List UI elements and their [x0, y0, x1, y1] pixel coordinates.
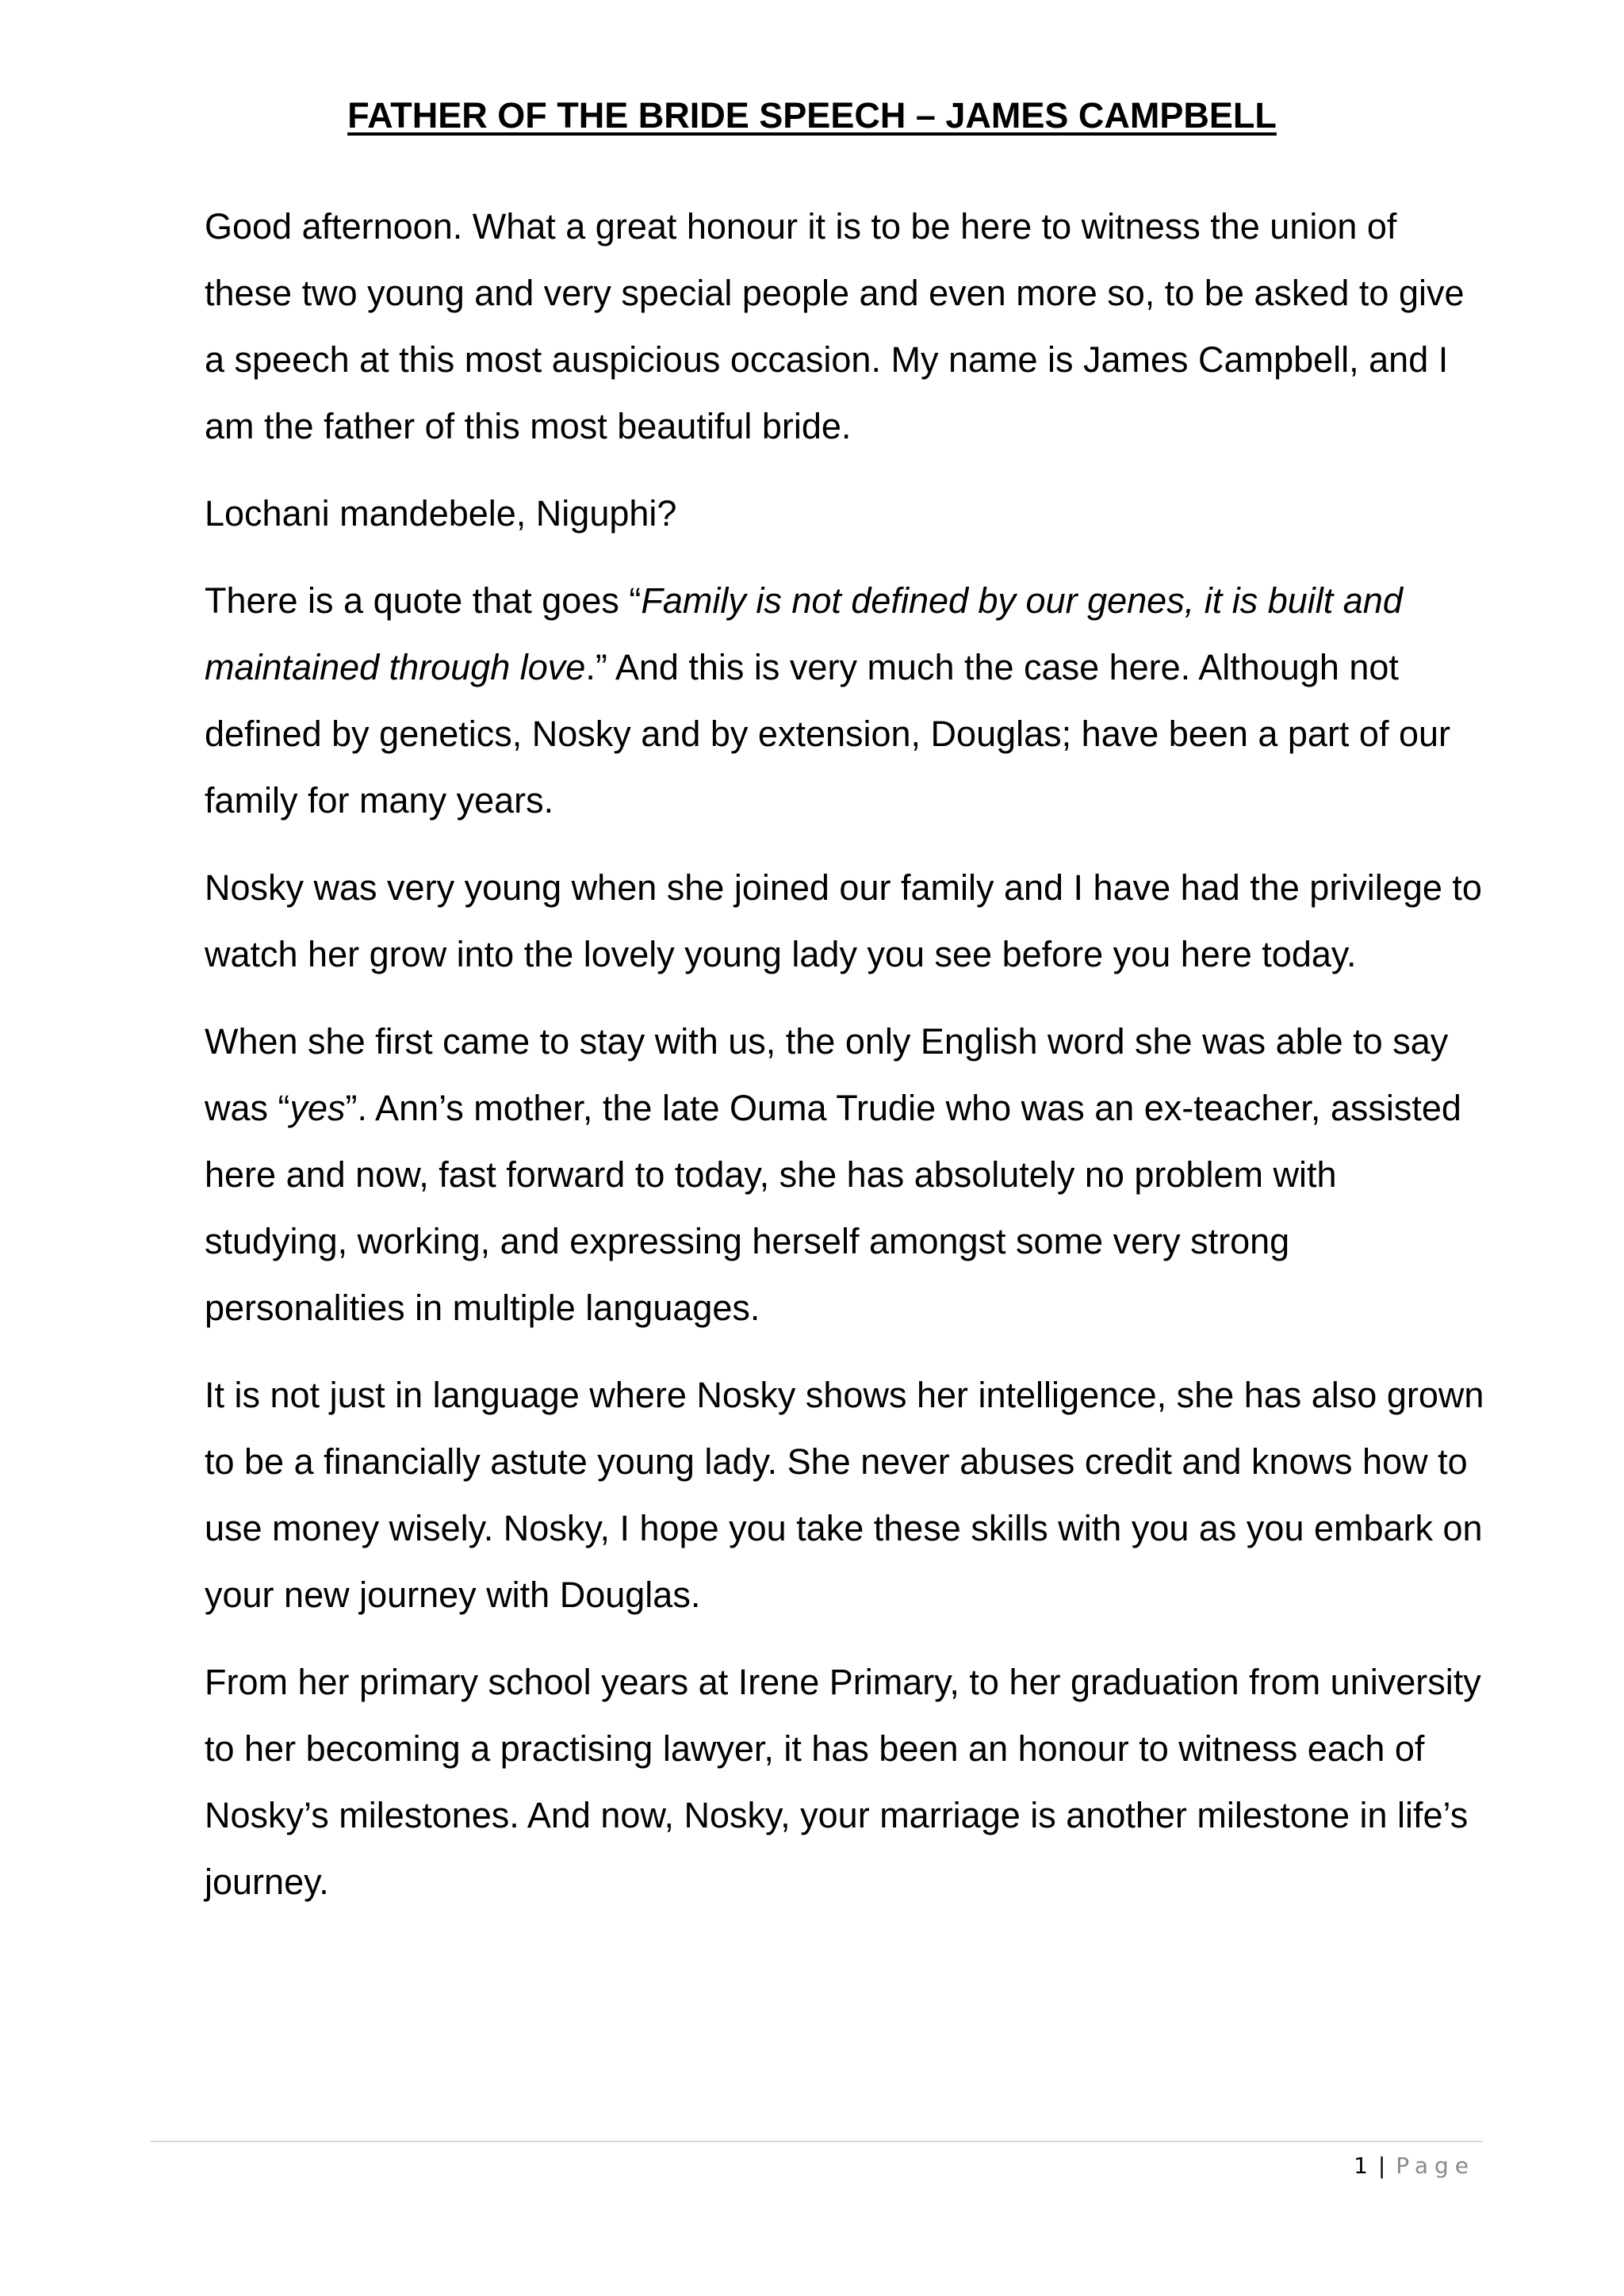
paragraph-text-before: There is a quote that goes “: [205, 580, 642, 621]
page-number: 1: [1354, 2152, 1368, 2179]
paragraph-language: [205, 1008, 1489, 1341]
paragraph-family-quote: [205, 568, 1489, 834]
paragraph-greeting: [205, 193, 1489, 460]
paragraph-text: Lochani mandebele, Niguphi?: [205, 493, 677, 534]
paragraph-question: [205, 480, 1489, 547]
paragraph-text-before: When she first came to stay with us, the only English word she was able to say was “: [205, 1021, 1449, 1128]
italic-quote: yes: [289, 1088, 346, 1128]
paragraph-joined-family: [205, 855, 1489, 988]
paragraph-text: Nosky was very young when she joined our family and I have had the privilege to watch her grow into the lovely young lady you see before you here today.: [205, 867, 1482, 974]
paragraph-text-after: .” And this is very much the case here. Although not defined by genetics, Nosky and by extension, Douglas; have been a part of our family for many years.: [205, 647, 1451, 821]
paragraph-text: From her primary school years at Irene Primary, to her graduation from university to her becoming a practising lawyer, it has been an honour to witness each of Nosky’s milestones. And now, Nosky, your marriage is another milestone in life’s journey.: [205, 1662, 1481, 1902]
speech-body: [205, 193, 1489, 1936]
page-label: Page: [1396, 2152, 1475, 2179]
footer-divider: [151, 2141, 1483, 2142]
footer-separator: |: [1377, 2152, 1386, 2179]
paragraph-milestones: [205, 1649, 1489, 1915]
document-title: FATHER OF THE BRIDE SPEECH – JAMES CAMPBELL: [347, 95, 1277, 136]
page-footer: [1189, 2150, 1475, 2182]
paragraph-text-after: ”. Ann’s mother, the late Ouma Trudie who was an ex-teacher, assisted here and now, fast forward to today, she has absolutely no problem with studying, working, and expressing herself amongst some very strong personalities in multiple languages.: [205, 1088, 1461, 1328]
italic-quote: Family is not defined by our genes, it is built and maintained through love: [205, 580, 1403, 687]
paragraph-intelligence: [205, 1362, 1489, 1628]
paragraph-text: Good afternoon. What a great honour it is to be here to witness the union of these two young and very special people and even more so, to be asked to give a speech at this most auspicious occasion. My name is James Campbell, and I am the father of this most beautiful bride.: [205, 206, 1465, 446]
paragraph-text: It is not just in language where Nosky shows her intelligence, she has also grown to be a financially astute young lady. She never abuses credit and knows how to use money wisely. Nosky, I hope you take these skills with you as you embark on your new journey with Douglas.: [205, 1375, 1484, 1615]
